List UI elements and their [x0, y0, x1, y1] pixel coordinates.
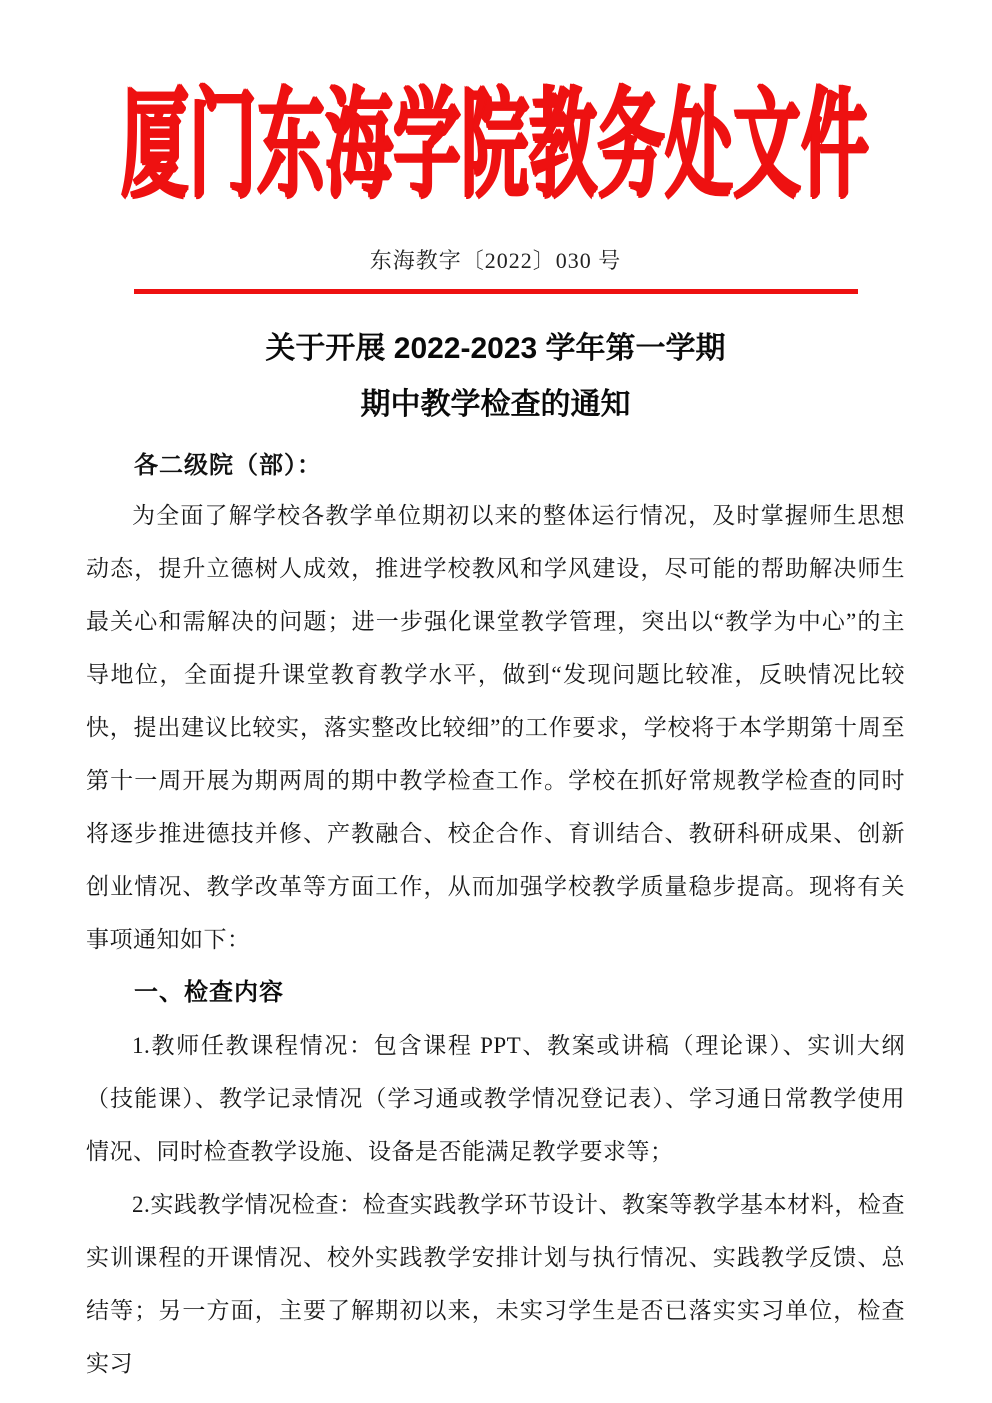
check-item-1: 1.教师任教课程情况：包含课程 PPT、教案或讲稿（理论课）、实训大纲（技能课）、教学记录情况（学习通或教学情况登记表）、学习通日常教学使用情况、同时检查教学设施、设备是否能满足教学要求等；: [86, 1033, 905, 1164]
red-divider-line: [134, 289, 858, 294]
intro-paragraph: 为全面了解学校各教学单位期初以来的整体运行情况，及时掌握师生思想动态，提升立德树人成效，推进学校教风和学风建设，尽可能的帮助解决师生最关心和需解决的问题；进一步强化课堂教学管理，突出以“教学为中心”的主导地位，全面提升课堂教育教学水平，做到“发现问题比较准，反映情况比较快，提出建议比较实，落实整改比较细”的工作要求，学校将于本学期第十周至第十一周开展为期两周的期中教学检查工作。学校在抓好常规教学检查的同时将逐步推进德技并修、产教融合、校企合作、育训结合、教研科研成果、创新创业情况、教学改革等方面工作，从而加强学校教学质量稳步提高。现将有关事项通知如下：: [86, 503, 905, 952]
red-header-banner: [86, 80, 905, 234]
document-number: 东海教字〔2022〕030 号: [369, 248, 622, 273]
check-item-2: 2.实践教学情况检查：检查实践教学环节设计、教案等教学基本材料，检查实训课程的开课情况、校外实践教学安排计划与执行情况、实践教学反馈、总结等；另一方面，主要了解期初以来，未实习学生是否已落实实习单位，检查实习: [86, 1192, 905, 1376]
notice-title-line1: 关于开展 2022-2023 学年第一学期: [265, 332, 726, 365]
notice-title-line2: 期中教学检查的通知: [360, 388, 631, 421]
agency-title: 厦门东海学院教务处文件: [121, 80, 870, 213]
notice-title: [86, 321, 905, 433]
salutation: 各二级院（部）：: [134, 452, 322, 479]
section-heading-check-content: 一、检查内容: [134, 979, 284, 1006]
